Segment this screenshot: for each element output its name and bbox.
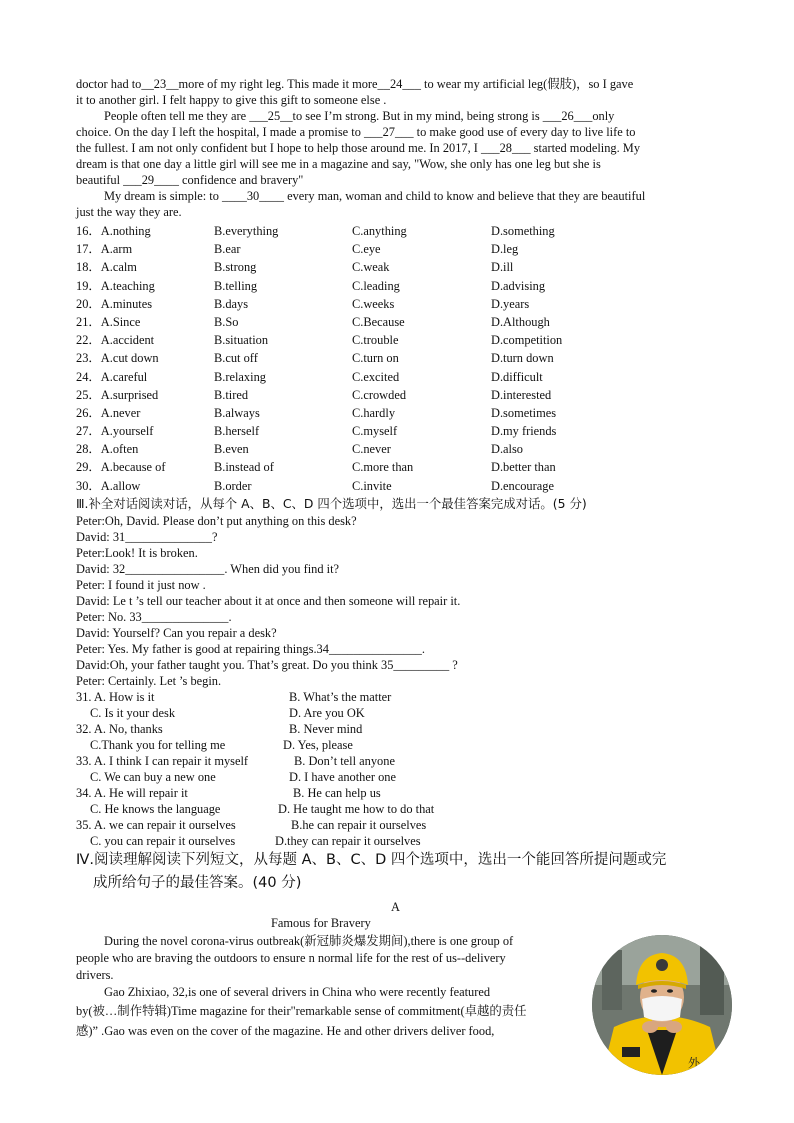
passage-line: dream is that one day a little girl will see me in a magazine and say, "Wow, she only has one leg but she is	[76, 157, 601, 171]
option-c[interactable]: C.invite	[352, 478, 392, 493]
option-d[interactable]: D.sometimes	[491, 405, 557, 420]
option-d[interactable]: D. Yes, please	[283, 737, 353, 752]
option-a[interactable]: 24．A.careful	[76, 369, 148, 384]
option-b[interactable]: B.everything	[214, 224, 279, 238]
dialogue	[76, 513, 726, 689]
passage-line: by(被…制作特辑)Time magazine for their"remarkable sense of commitment(卓越的责任	[76, 1003, 527, 1018]
option-b[interactable]: B.cut off	[214, 351, 258, 366]
option-c[interactable]: C. Is it your desk	[90, 705, 176, 720]
option-a[interactable]: 20．A.minutes	[76, 296, 153, 311]
dialogue-line: Peter:Look! It is broken.	[76, 545, 198, 560]
option-b[interactable]: B.days	[214, 296, 249, 311]
passage-line: drivers.	[76, 967, 114, 982]
option-b[interactable]: B.So	[214, 314, 239, 329]
dialogue-line: Peter: Certainly. Let ’s begin.	[76, 673, 222, 688]
dialogue-option-row	[76, 769, 726, 785]
section-4-title: Ⅳ.阅读理解阅读下列短文，从每题 A、B、C、D 四个选项中，选出一个能回答所提问题或完	[76, 851, 667, 868]
option-row	[76, 458, 726, 476]
option-d[interactable]: D. Are you OK	[289, 705, 365, 720]
dialogue-option-row	[76, 817, 726, 833]
passage-line: the fullest. I am not only confident but I hope to help those around me. In 2017, I ___28___ started modeling. My	[76, 141, 641, 155]
option-row	[76, 422, 726, 440]
option-d[interactable]: D.turn down	[491, 351, 554, 366]
option-b[interactable]: B.instead of	[214, 460, 274, 475]
dialogue-line: Peter: No. 33______________.	[76, 609, 232, 624]
option-d[interactable]: D.they can repair it ourselves	[275, 833, 421, 848]
option-row	[76, 295, 726, 313]
dialogue-option-row	[76, 705, 726, 721]
option-d[interactable]: D.Although	[491, 314, 550, 329]
option-row	[76, 386, 726, 404]
option-c[interactable]: C.eye	[352, 242, 381, 257]
option-d[interactable]: D.competition	[491, 333, 563, 348]
dialogue-line: David: 31______________?	[76, 529, 218, 544]
option-b[interactable]: B. What’s the matter	[289, 689, 392, 704]
option-c[interactable]: C.myself	[352, 424, 398, 439]
dialogue-line: David: Le t ’s tell our teacher about it at once and then someone will repair it.	[76, 593, 461, 608]
option-d[interactable]: D.better than	[491, 460, 556, 475]
passage-line: My dream is simple: to ____30____ every man, woman and child to know and believe that they are beautiful	[104, 189, 646, 203]
option-a[interactable]: 27．A.yourself	[76, 424, 154, 439]
option-row	[76, 368, 726, 386]
option-row	[76, 477, 726, 495]
option-b[interactable]: B. Don’t tell anyone	[294, 753, 395, 768]
option-row	[76, 222, 726, 240]
option-c[interactable]: C.anything	[352, 224, 407, 238]
dialogue-option-row	[76, 737, 726, 753]
option-d[interactable]: D. He taught me how to do that	[278, 801, 435, 816]
section-3-title: Ⅲ.补全对话阅读对话，从每个 A、B、C、D 四个选项中，选出一个最佳答案完成对话。(5 分)	[76, 495, 587, 511]
delivery-driver-photo	[592, 935, 732, 1075]
option-b[interactable]: B.relaxing	[214, 369, 266, 384]
exam-page	[76, 76, 726, 1041]
option-a[interactable]: 33. A. I think I can repair it myself	[76, 753, 249, 768]
option-b[interactable]: B.strong	[214, 260, 257, 275]
option-a[interactable]: 23．A.cut down	[76, 351, 159, 366]
dialogue-line: David: 32________________. When did you find it?	[76, 561, 340, 576]
dialogue-line: Peter: Yes. My father is good at repairing things.34_______________.	[76, 641, 425, 656]
dialogue-line: Peter:Oh, David. Please don’t put anything on this desk?	[76, 513, 357, 528]
option-c[interactable]: C.turn on	[352, 351, 399, 366]
option-b[interactable]: B.herself	[214, 424, 260, 439]
option-c[interactable]: C. you can repair it ourselves	[90, 833, 236, 848]
jacket-logo-text: 外	[688, 1056, 701, 1070]
option-row	[76, 331, 726, 349]
option-c[interactable]: C. We can buy a new one	[90, 769, 216, 784]
option-d[interactable]: D.something	[491, 224, 555, 238]
dialogue-option-row	[76, 833, 726, 849]
option-c[interactable]: C.trouble	[352, 333, 399, 348]
option-d[interactable]: D.encourage	[491, 478, 554, 493]
passage-title: Famous for Bravery	[271, 915, 371, 930]
option-row	[76, 440, 726, 458]
passage-line: just the way they are.	[76, 205, 182, 219]
option-c[interactable]: C.Because	[352, 314, 405, 329]
option-c[interactable]: C.Thank you for telling me	[90, 737, 226, 752]
option-b[interactable]: B.tired	[214, 387, 249, 402]
option-b[interactable]: B. Never mind	[289, 721, 363, 736]
passage-line: it to another girl. I felt happy to give this gift to someone else .	[76, 93, 387, 107]
option-a[interactable]: 21．A.Since	[76, 314, 141, 329]
option-b[interactable]: B.even	[214, 442, 249, 457]
option-a[interactable]: 22．A.accident	[76, 333, 155, 348]
passage-line: People often tell me they are ___25__to see I’m strong. But in my mind, being strong is ___26___only	[104, 109, 615, 123]
option-a[interactable]: 34. A. He will repair it	[76, 785, 188, 800]
option-c[interactable]: C.never	[352, 442, 391, 457]
option-d[interactable]: D. I have another one	[289, 769, 396, 784]
passage-label: A	[391, 899, 400, 914]
option-c[interactable]: C.hardly	[352, 405, 396, 420]
option-row	[76, 404, 726, 422]
option-c[interactable]: C. He knows the language	[90, 801, 221, 816]
option-a[interactable]: 32. A. No, thanks	[76, 721, 163, 736]
option-a[interactable]: 25．A.surprised	[76, 387, 159, 402]
option-b[interactable]: B.situation	[214, 333, 269, 348]
passage-line: people who are braving the outdoors to ensure n normal life for the rest of us--delivery	[76, 950, 506, 965]
option-a[interactable]: 19．A.teaching	[76, 278, 155, 293]
option-a[interactable]: 35. A. we can repair it ourselves	[76, 817, 236, 832]
passage-line: Gao Zhixiao, 32,is one of several drivers in China who were recently featured	[104, 984, 491, 999]
option-a[interactable]: 29．A.because of	[76, 460, 166, 475]
option-b[interactable]: B.always	[214, 405, 260, 420]
section-4-title-cont: 成所给句子的最佳答案。(40 分)	[93, 874, 302, 891]
option-d[interactable]: D.my friends	[491, 424, 557, 439]
option-d[interactable]: D.also	[491, 442, 524, 457]
option-row	[76, 313, 726, 331]
option-a[interactable]: 16．A.nothing	[76, 224, 151, 238]
dialogue-option-row	[76, 721, 726, 737]
passage-top	[76, 76, 726, 220]
option-row	[76, 240, 726, 258]
passage-line: beautiful ___29____ confidence and bravery"	[76, 173, 304, 187]
option-c[interactable]: C.crowded	[352, 387, 407, 402]
driver-illustration	[592, 935, 732, 1075]
passage-line: During the novel corona-virus outbreak(新冠肺炎爆发期间),there is one group of	[104, 933, 514, 948]
option-d[interactable]: D.years	[491, 296, 530, 311]
option-a[interactable]: 18．A.calm	[76, 260, 137, 275]
option-c[interactable]: C.excited	[352, 369, 400, 384]
option-b[interactable]: B.order	[214, 478, 252, 493]
dialogue-option-row	[76, 801, 726, 817]
option-c[interactable]: C.weak	[352, 260, 390, 275]
dialogue-line: David: Yourself? Can you repair a desk?	[76, 625, 277, 640]
option-row	[76, 277, 726, 295]
option-a[interactable]: 28．A.often	[76, 442, 139, 457]
option-d[interactable]: D.difficult	[491, 369, 543, 384]
option-d[interactable]: D.interested	[491, 387, 552, 402]
dialogue-option-row	[76, 785, 726, 801]
option-row	[76, 258, 726, 276]
passage-line: doctor had to__23__more of my right leg. This made it more__24___ to wear my artificial leg(假肢)，so I gave	[76, 77, 634, 91]
dialogue-line: David:Oh, your father taught you. That’s great. Do you think 35_________ ?	[76, 657, 458, 672]
option-a[interactable]: 31. A. How is it	[76, 689, 155, 704]
option-b[interactable]: B. He can help us	[293, 785, 381, 800]
option-b[interactable]: B.telling	[214, 278, 258, 293]
option-c[interactable]: C.weeks	[352, 296, 395, 311]
option-d[interactable]: D.advising	[491, 278, 546, 293]
option-a[interactable]: 26．A.never	[76, 405, 141, 420]
option-b[interactable]: B.ear	[214, 242, 241, 257]
option-d[interactable]: D.leg	[491, 242, 519, 257]
option-b[interactable]: B.he can repair it ourselves	[291, 817, 427, 832]
dialogue-option-row	[76, 689, 726, 705]
option-a[interactable]: 17．A.arm	[76, 242, 133, 257]
passage-line: 感)” .Gao was even on the cover of the magazine. He and other drivers deliver food,	[76, 1023, 495, 1038]
dialogue-line: Peter: I found it just now .	[76, 577, 206, 592]
dialogue-options	[76, 689, 726, 849]
dialogue-option-row	[76, 753, 726, 769]
option-c[interactable]: C.leading	[352, 278, 400, 293]
option-c[interactable]: C.more than	[352, 460, 414, 475]
passage-line: choice. On the day I left the hospital, I made a promise to ___27___ to make good use of every day to live life to	[76, 125, 636, 139]
option-row	[76, 349, 726, 367]
option-a[interactable]: 30．A.allow	[76, 478, 141, 493]
option-d[interactable]: D.ill	[491, 260, 514, 275]
cloze-options	[76, 222, 726, 495]
